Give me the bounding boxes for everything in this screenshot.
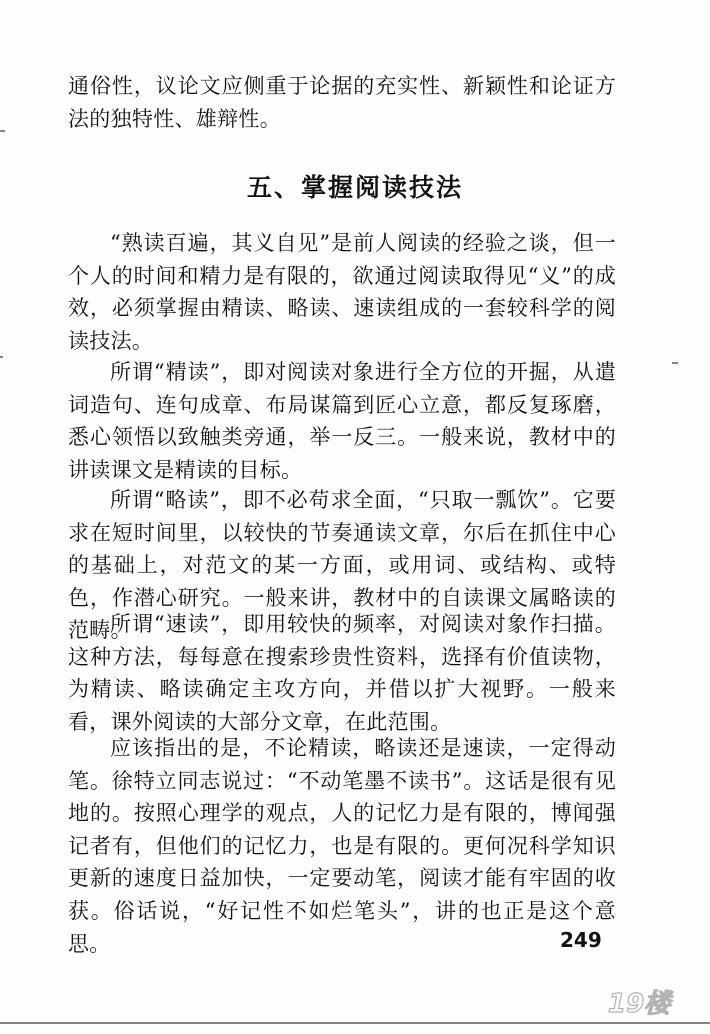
page-number: 249 — [560, 928, 602, 952]
site-watermark-logo — [604, 982, 692, 1022]
section-title: 五、掌握阅读技法 — [246, 173, 463, 202]
paragraph-skimming: 所谓“略读”，即不必苟求全面，“只取一瓢饮”。它要求在短时间里，以较快的节奏通读文章，尔后在抓住中心的基础上，对范文的某一方面，或用词、或结构、或特色，作潜心研究。一般来讲，教材中的自读课文属略读的范畴。 — [68, 488, 616, 643]
paragraph-intensive-reading: 所谓“精读”，即对阅读对象进行全方位的开掘，从遣词造句、连句成章、布局谋篇到匠心立意，都反复琢磨，悉心领悟以致触类旁通，举一反三。一般来说，教材中的讲读课文是精读的目标。 — [68, 360, 616, 482]
scan-mark-left-lower — [0, 356, 3, 358]
paragraph-speed-reading: 所谓“速读”，即用较快的频率，对阅读对象作扫描。这种方法，每每意在搜索珍贵性资料，选择有价值读物，为精读、略读确定主攻方向，并借以扩大视野。一般来看，课外阅读的大部分文章，在此范围。 — [68, 612, 616, 734]
paragraph-note-taking: 应该指出的是，不论精读，略读还是速读，一定得动笔。徐特立同志说过：“不动笔墨不读书”。这话是很有见地的。按照心理学的观点，人的记忆力是有限的，博闻强记者有，但他们的记忆力，也是有限的。更何况科学知识更新的速度日益加快，一定要动笔，阅读才能有牢固的收获。俗话说，“好记性不如烂笔头”，讲的也正是这个意思。 — [68, 736, 616, 956]
paragraph-intro: “熟读百遍，其义自见”是前人阅读的经验之谈，但一个人的时间和精力是有限的，欲通过阅读取得见“义”的成效，必须掌握由精读、略读、速读组成的一套较科学的阅读技法。 — [68, 231, 616, 353]
svg-text:19楼: 19楼 — [608, 989, 671, 1019]
continuation-paragraph: 通俗性，议论文应侧重于论据的充实性、新颖性和论证方法的独特性、雄辩性。 — [68, 74, 616, 131]
scan-mark-right — [672, 362, 678, 364]
page-bottom-edge — [0, 1022, 710, 1024]
scan-mark-left — [0, 130, 5, 132]
